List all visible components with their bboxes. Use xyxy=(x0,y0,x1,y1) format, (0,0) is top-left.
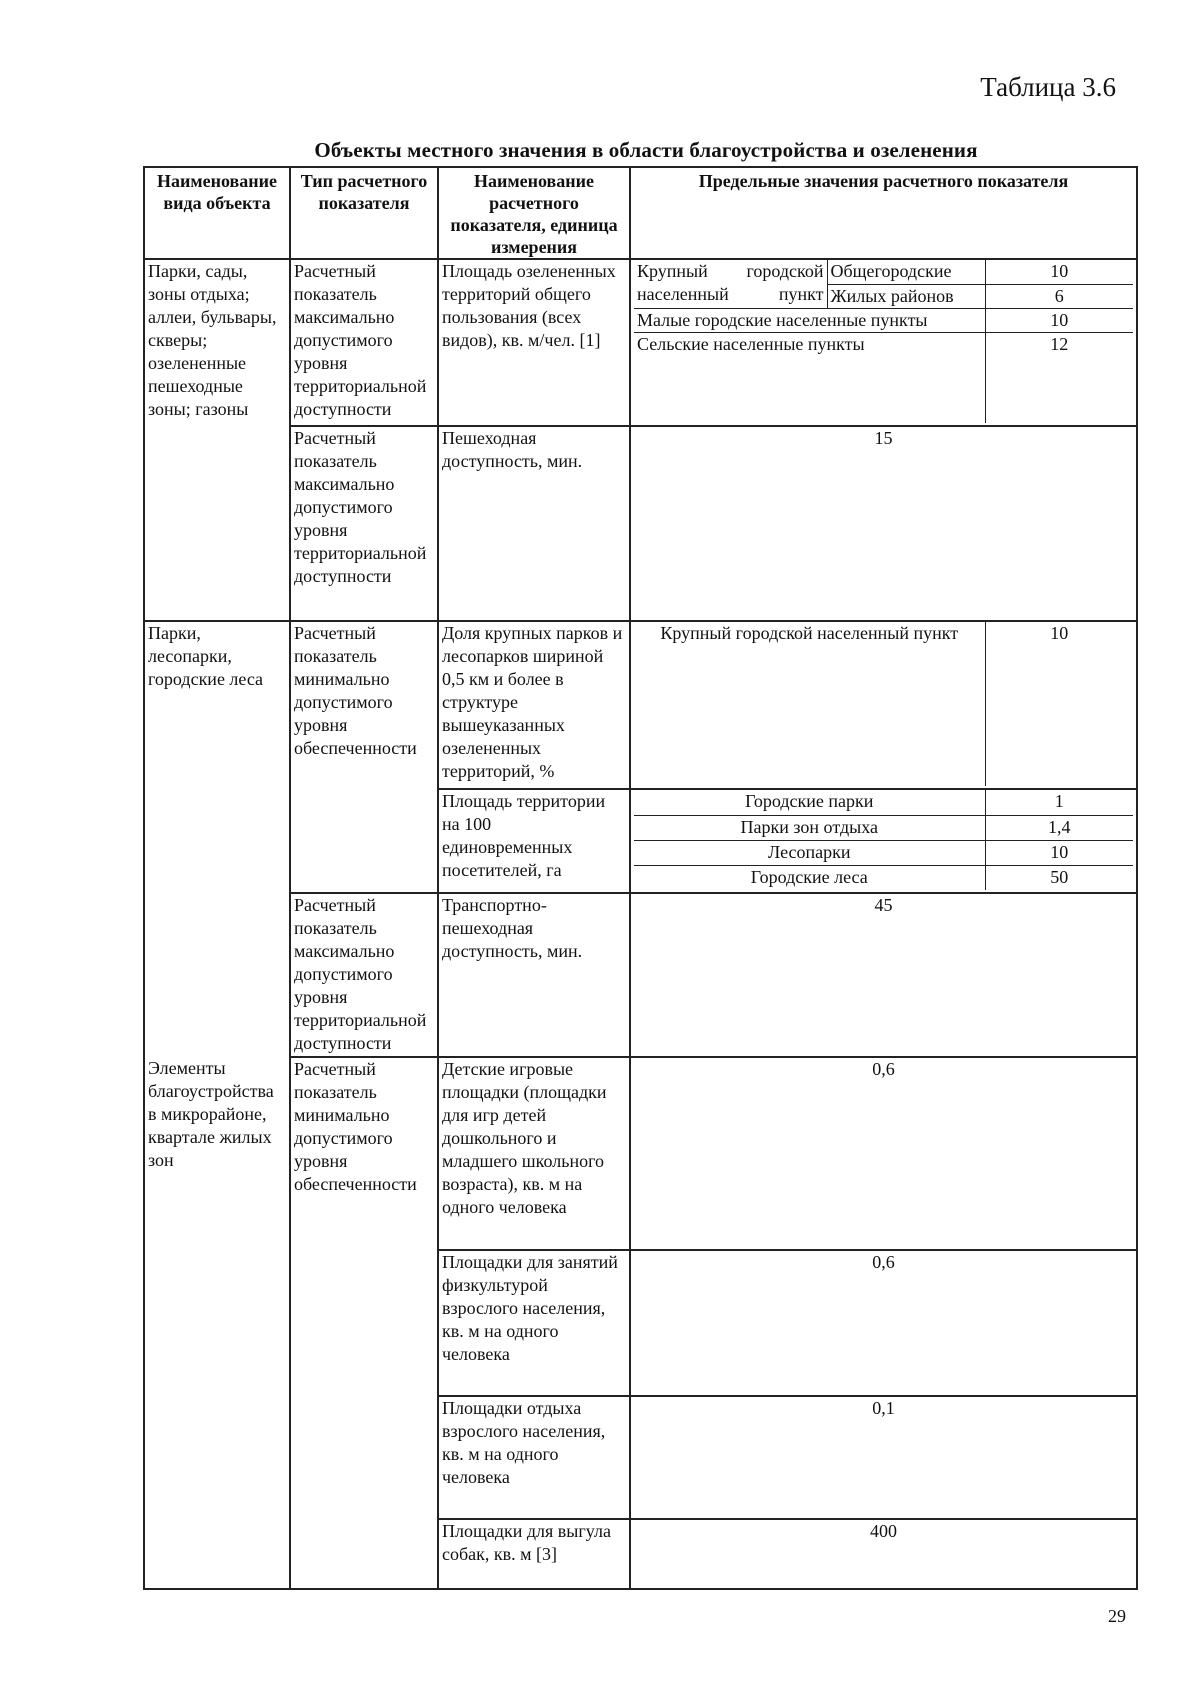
page-number: 29 xyxy=(1108,1606,1126,1626)
indicator-name: Площадь озелененных территорий общего пользования (всех видов), кв. м/чел. [1] xyxy=(438,259,630,426)
indicator-type: Расчетный показатель максимально допустимого уровня территориальной доступности xyxy=(290,426,438,621)
table-row xyxy=(144,426,1137,621)
limit-value: 50 xyxy=(985,865,1133,890)
limit-value: 0,6 xyxy=(630,1250,1137,1396)
limit-values-cell xyxy=(630,621,1137,789)
indicator-name: Площадь территории на 100 единовременных посетителей, га xyxy=(438,789,630,893)
indicator-name: Доля крупных парков и лесопарков шириной 0,5 км и более в структуре вышеуказанных озелененных территорий, % xyxy=(438,621,630,789)
table-row xyxy=(144,621,1137,789)
indicator-type: Расчетный показатель максимально допустимого уровня территориальной доступности xyxy=(290,259,438,426)
park-category: Городские леса xyxy=(634,865,985,890)
indicator-name: Детские игровые площадки (площадки для игр детей дошкольного и младшего школьного возраста), кв. м на одного человека xyxy=(438,1057,630,1250)
header-limit-values: Предельные значения расчетного показателя xyxy=(630,167,1137,259)
visitor-area-subtable xyxy=(634,790,1133,890)
limit-value: 45 xyxy=(630,893,1137,1057)
limit-value: 1,4 xyxy=(985,815,1133,840)
limit-value: 10 xyxy=(985,840,1133,865)
limit-subtable xyxy=(634,260,1133,423)
header-object-type: Наименование вида объекта xyxy=(144,167,290,259)
limit-value: 10 xyxy=(985,308,1133,332)
table-row xyxy=(144,259,1137,426)
settlement-type: Крупный городской населенный пункт xyxy=(634,622,985,786)
limit-subtable xyxy=(634,622,1133,786)
settlement-type: Крупный городской населенный пункт xyxy=(634,260,827,308)
object-parks-gardens: Парки, сады, зоны отдыха; аллеи, бульвары, скверы; озелененные пешеходные зоны; газоны xyxy=(144,259,290,621)
limit-values-cell xyxy=(630,789,1137,893)
green-area-category: Общегородские xyxy=(827,260,985,284)
limit-value: 0,6 xyxy=(630,1057,1137,1250)
indicator-name: Транспортно-пешеходная доступность, мин. xyxy=(438,893,630,1057)
indicator-name: Площадки отдыха взрослого населения, кв. м на одного человека xyxy=(438,1396,630,1519)
object-improvement-elements: Элементы благоустройства в микрорайоне, квартале жилых зон xyxy=(144,1057,290,1589)
park-category: Парки зон отдыха xyxy=(634,815,985,840)
park-category: Городские парки xyxy=(634,790,985,815)
limit-value: 400 xyxy=(630,1519,1137,1589)
park-category: Лесопарки xyxy=(634,840,985,865)
green-area-category: Жилых районов xyxy=(827,284,985,308)
object-forest-parks: Парки, лесопарки, городские леса xyxy=(144,621,290,1057)
settlement-type: Сельские населенные пункты xyxy=(634,332,985,423)
indicator-type: Расчетный показатель минимально допустимого уровня обеспеченности xyxy=(290,621,438,893)
standards-table xyxy=(143,166,1138,1590)
indicator-name: Площадки для выгула собак, кв. м [3] xyxy=(438,1519,630,1589)
settlement-type: Малые городские населенные пункты xyxy=(634,308,985,332)
limit-value: 10 xyxy=(985,622,1133,786)
header-row xyxy=(144,167,1137,259)
limit-value: 15 xyxy=(630,426,1137,621)
header-indicator-name: Наименование расчетного показателя, единица измерения xyxy=(438,167,630,259)
table-label: Таблица 3.6 xyxy=(980,72,1116,102)
limit-value: 0,1 xyxy=(630,1396,1137,1519)
limit-values-cell xyxy=(630,259,1137,426)
header-indicator-type: Тип расчетного показателя xyxy=(290,167,438,259)
document-title: Объекты местного значения в области благоустройства и озеленения xyxy=(314,138,978,162)
limit-value: 12 xyxy=(985,332,1133,423)
indicator-name: Пешеходная доступность, мин. xyxy=(438,426,630,621)
table-row xyxy=(144,1057,1137,1250)
indicator-type: Расчетный показатель максимально допустимого уровня территориальной доступности xyxy=(290,893,438,1057)
limit-value: 10 xyxy=(985,260,1133,284)
limit-value: 1 xyxy=(985,790,1133,815)
table-row xyxy=(144,893,1137,1057)
indicator-name: Площадки для занятий физкультурой взрослого населения, кв. м на одного человека xyxy=(438,1250,630,1396)
indicator-type: Расчетный показатель минимально допустимого уровня обеспеченности xyxy=(290,1057,438,1589)
limit-value: 6 xyxy=(985,284,1133,308)
